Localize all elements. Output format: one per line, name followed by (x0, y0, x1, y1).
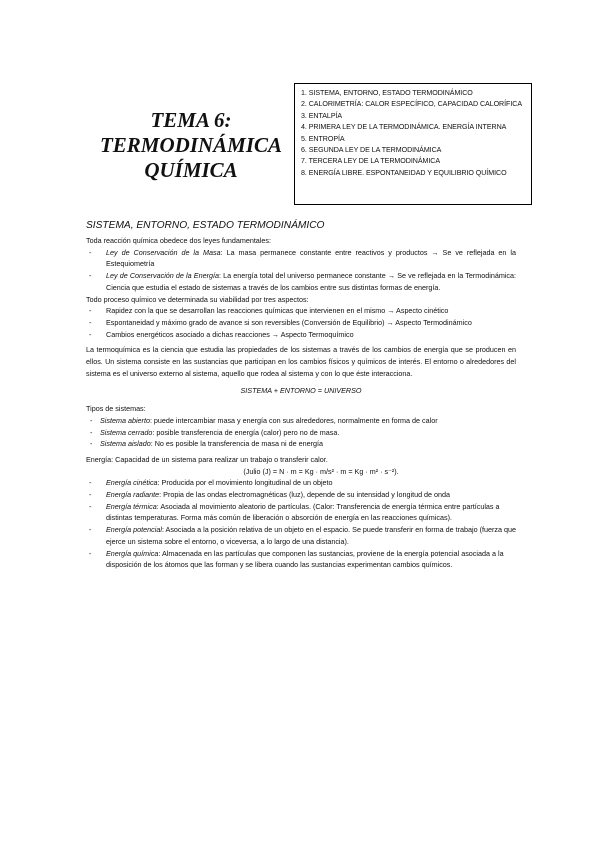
section-heading: SISTEMA, ENTORNO, ESTADO TERMODINÁMICO (86, 220, 325, 231)
aspects-intro: Todo proceso químico ve determinada su viabilidad por tres aspectos: (86, 294, 309, 304)
energy-term: Energía potencial (106, 525, 162, 535)
list-item (86, 548, 516, 571)
energy-units: (Julio (J) = N · m = Kg · m/s² · m = Kg · m² · s⁻²). (243, 466, 399, 476)
system-term: Sistema abierto (100, 415, 150, 425)
energies-list (86, 477, 516, 571)
energy-definition: Energía: Capacidad de un sistema para realizar un trabajo o transferir calor. (86, 454, 328, 464)
list-item (86, 247, 516, 270)
energy-term: Energía química (106, 548, 159, 558)
laws-list (86, 247, 516, 294)
systems-title: Tipos de sistemas: (86, 404, 146, 414)
list-item (86, 438, 516, 450)
document-title (86, 108, 296, 183)
list-item: - Cambios energéticos asociado a dichas reacciones → Aspecto Termoquímico (86, 329, 516, 341)
toc-item: 8. ENERGÍA LIBRE. ESPONTANEIDAD Y EQUILIBRIO QUÍMICO (301, 168, 507, 177)
table-of-contents (294, 83, 532, 205)
list-item (86, 477, 516, 489)
toc-item: 6. SEGUNDA LEY DE LA TERMODINÁMICA (301, 146, 442, 155)
title-line-2: TERMODINÁMICA (99, 133, 283, 157)
toc-item: 1. SISTEMA, ENTORNO, ESTADO TERMODINÁMICO (301, 89, 473, 97)
system-text: : No es posible la transferencia de masa ni de energía (150, 439, 323, 449)
system-text: : puede intercambiar masa y energía con sus alrededores, normalmente en forma de calor (149, 415, 438, 425)
energy-term: Energía cinética (106, 478, 158, 488)
law-term: Ley de Conservación de la Energía (106, 271, 219, 281)
list-item (86, 501, 516, 524)
energy-term: Energía térmica (106, 501, 157, 511)
section-content (86, 219, 516, 571)
system-text: : posible transferencia de energía (calor) pero no de masa. (152, 427, 340, 437)
energy-text: : Asociada a la posición relativa de un objeto en el espacio. Se puede transferir en forma de trabajo (fuerza que ejerce un sistema sobre el entorno, o viceversa, a lo largo de una distancia). (106, 525, 516, 546)
title-line-1: TEMA 6: (150, 108, 232, 132)
law-text: : La energía total del universo permanece constante → Se ve reflejada en la Termodinámica: Ciencia que estudia el estado de sistemas a través de los cambios entre sus distintas formas de energía. (106, 271, 517, 292)
system-term: Sistema cerrado (100, 427, 153, 437)
list-item (86, 270, 516, 293)
law-text: : La masa permanece constante entre reactivos y productos → Se ve reflejada en la Estequiometría (106, 247, 516, 269)
toc-item: 3. ENTALPÍA (301, 111, 343, 120)
universe-formula: SISTEMA + ENTORNO = UNIVERSO (240, 386, 362, 396)
list-item: - Espontaneidad y máximo grado de avance si son reversibles (Conversión de Equilibrio) → Aspecto Termodinámico (86, 317, 516, 329)
thermochemistry-paragraph: La termoquímica es la ciencia que estudia las propiedades de los sistemas a través de los cambios de energía que se producen en ellos. Un sistema consiste en las sustancias que participan en los cambios físicos y químicos de interés. El entorno o alrededores del sistema es el universo externo al sistema, aquello que rodea al sistema y con lo que éste interacciona. (86, 345, 516, 378)
list-item: - Rapidez con la que se desarrollan las reacciones químicas que intervienen en el mismo → Aspecto cinético (86, 305, 516, 317)
systems-list (86, 415, 516, 450)
energy-term: Energía radiante (106, 490, 160, 500)
system-term: Sistema aislado (100, 439, 151, 449)
list-item (86, 427, 516, 439)
list-item (86, 524, 516, 547)
list-item (86, 415, 516, 427)
law-term: Ley de Conservación de la Masa (106, 247, 221, 257)
energy-text: : Asociada al movimiento aleatorio de partículas. (Calor: Transferencia de energía térmica entre partículas a distintas temperaturas. Forma más común de liberación o absorción de energía en las reacciones químicas). (106, 501, 500, 523)
energy-text: : Almacenada en las partículas que componen las sustancias, proviene de la energía potencial asociada a la disposición de los átomos que las forman y se libera cuando las sustancias experimentan cambios químicos. (106, 548, 504, 570)
aspects-list (86, 305, 516, 340)
title-line-3: QUÍMICA (144, 158, 238, 182)
list-item (86, 489, 516, 501)
toc-item: 7. TERCERA LEY DE LA TERMODINÁMICA (301, 157, 441, 166)
toc-item: 5. ENTROPÍA (301, 134, 345, 143)
laws-intro: Toda reacción química obedece dos leyes fundamentales: (86, 236, 271, 245)
energy-text: : Propia de las ondas electromagnéticas (luz), depende de su intensidad y longitud de onda (159, 490, 451, 500)
energy-text: : Producida por el movimiento longitudinal de un objeto (157, 478, 333, 488)
toc-item: 4. PRIMERA LEY DE LA TERMODINÁMICA. ENERGÍA INTERNA (301, 123, 507, 132)
toc-item: 2. CALORIMETRÍA: CALOR ESPECÍFICO, CAPACIDAD CALORÍFICA (301, 100, 523, 109)
